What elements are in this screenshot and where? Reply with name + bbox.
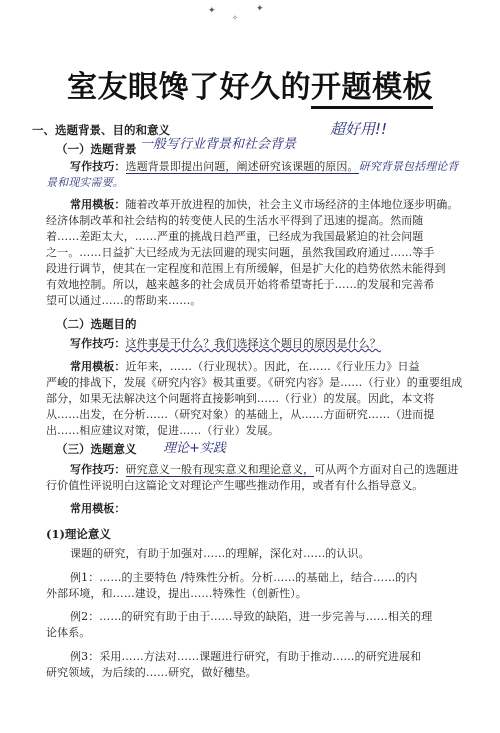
tip-line xyxy=(70,337,458,352)
tip-line xyxy=(70,463,458,478)
template-label: 常用模板： xyxy=(70,360,126,373)
theory-heading: (1)理论意义 xyxy=(46,527,111,541)
tip-note: 景和现实需要。 xyxy=(46,176,124,189)
sparkle-icon: ✧ xyxy=(232,14,238,22)
template-text: 近年来，……（行业现状）。因此，在……《行业压力》日益 xyxy=(125,360,420,373)
template-label: 常用模板： xyxy=(70,198,126,211)
template-text: 出……相应建议对策，促进……（行业）发展。 xyxy=(46,424,280,437)
handwritten-note-background: 一般写行业背景和社会背景 xyxy=(140,137,297,152)
section-heading: 一、选题背景、目的和意义 xyxy=(32,123,170,137)
title-text: 室友眼馋了好久的 xyxy=(67,70,311,105)
tip-text: 这件事是干什么？我们选择这个题目的原因是什么？ xyxy=(125,337,381,350)
tip-text: 选题背景即提出问题，阐述研究该课题的原因。 xyxy=(125,160,359,173)
example-line: 研究领域，为后续的……研究，做好穗垫。 xyxy=(46,666,257,679)
theory-intro: 课题的研究，有助于加强对……的理解，深化对……的认识。 xyxy=(70,547,370,560)
tip-line xyxy=(46,176,458,191)
handwritten-note-significance: 理论+实践 xyxy=(163,441,226,456)
template-text: 段进行调节，使其在一定程度和范围上有所缓解，但是扩大化的趋势依然未能得到 xyxy=(46,262,446,275)
template-text: 望可以通过……的帮助来……。 xyxy=(46,294,202,307)
tip-label: 写作技巧： xyxy=(70,160,126,173)
sparkle-icon: ✦ xyxy=(208,6,216,16)
subsection-heading-background: （一）选题背景 xyxy=(56,142,137,156)
example-line: 论体系。 xyxy=(46,626,91,639)
example-line: 例2：……的研究有助于由于……导致的缺陷，进一步完善与……相关的理 xyxy=(70,610,433,623)
tip-line xyxy=(70,160,458,175)
handwritten-note-super-useful: 超好用!! xyxy=(330,120,388,138)
template-text: 经济体制改革和社会结构的转变使人民的生活水平得到了迅速的提高。然而随 xyxy=(46,214,424,227)
tip-label: 写作技巧： xyxy=(70,337,126,350)
tip-text: 研究意义一般有现实意义和理论意义， xyxy=(125,463,315,476)
template-label: 常用模板： xyxy=(70,502,126,515)
page-title xyxy=(0,62,500,106)
template-text: 严峻的排战下，发展《研究内容》极其重要。《研究内容》是……（行业）的重要组成 xyxy=(46,376,463,389)
sparkle-icon: ✦ xyxy=(256,4,264,14)
template-text: 有效地控制。所以，越来越多的社会成员开始将希望寄托于……的发展和完善希 xyxy=(46,278,435,291)
template-text: 部分，如果无法解决这个问题将直接影响到……（行业）的发展。因此，本文将 xyxy=(46,392,435,405)
template-text: 随着改革开放进程的加快，社会主义市场经济的主体地位逐步明确。 xyxy=(125,198,459,211)
template-text: 从……出发，在分析……（研究对象）的基础上，从……方面研究……（进而提 xyxy=(46,408,435,421)
example-line: 例3：采用……方法对……课题进行研究，有助于推动……的研究进展和 xyxy=(70,650,422,663)
template-text: 之一。……日益扩大已经成为无法回避的现实问题，虽然我国政府通过……等手 xyxy=(46,246,435,259)
tip-text: 可从两个方面对自己的选题进 xyxy=(314,463,459,476)
tip-label: 写作技巧： xyxy=(70,463,126,476)
subsection-heading-purpose: （二）选题目的 xyxy=(56,317,137,331)
template-line xyxy=(70,360,458,375)
subsection-heading-significance: （三）选题意义 xyxy=(56,442,137,456)
title-highlight: 开题模板 xyxy=(311,70,433,109)
example-line: 外部环境，和……建设，提出……特殊性（创新性）。 xyxy=(46,587,307,600)
tip-note: 研究背景包括理论背 xyxy=(358,160,459,173)
template-text: 着……差距太大，……严重的挑战日趋严重，已经成为我国最紧迫的社会问题 xyxy=(46,230,424,243)
template-line xyxy=(70,198,458,213)
example-line: 例1：……的主要特色 /特殊性分析。分析……的基础上，结合……的内 xyxy=(70,571,418,584)
tip-text: 行价值性评说明白这篇论文对理论产生哪些推动作用，或者有什么指导意义。 xyxy=(46,479,424,492)
